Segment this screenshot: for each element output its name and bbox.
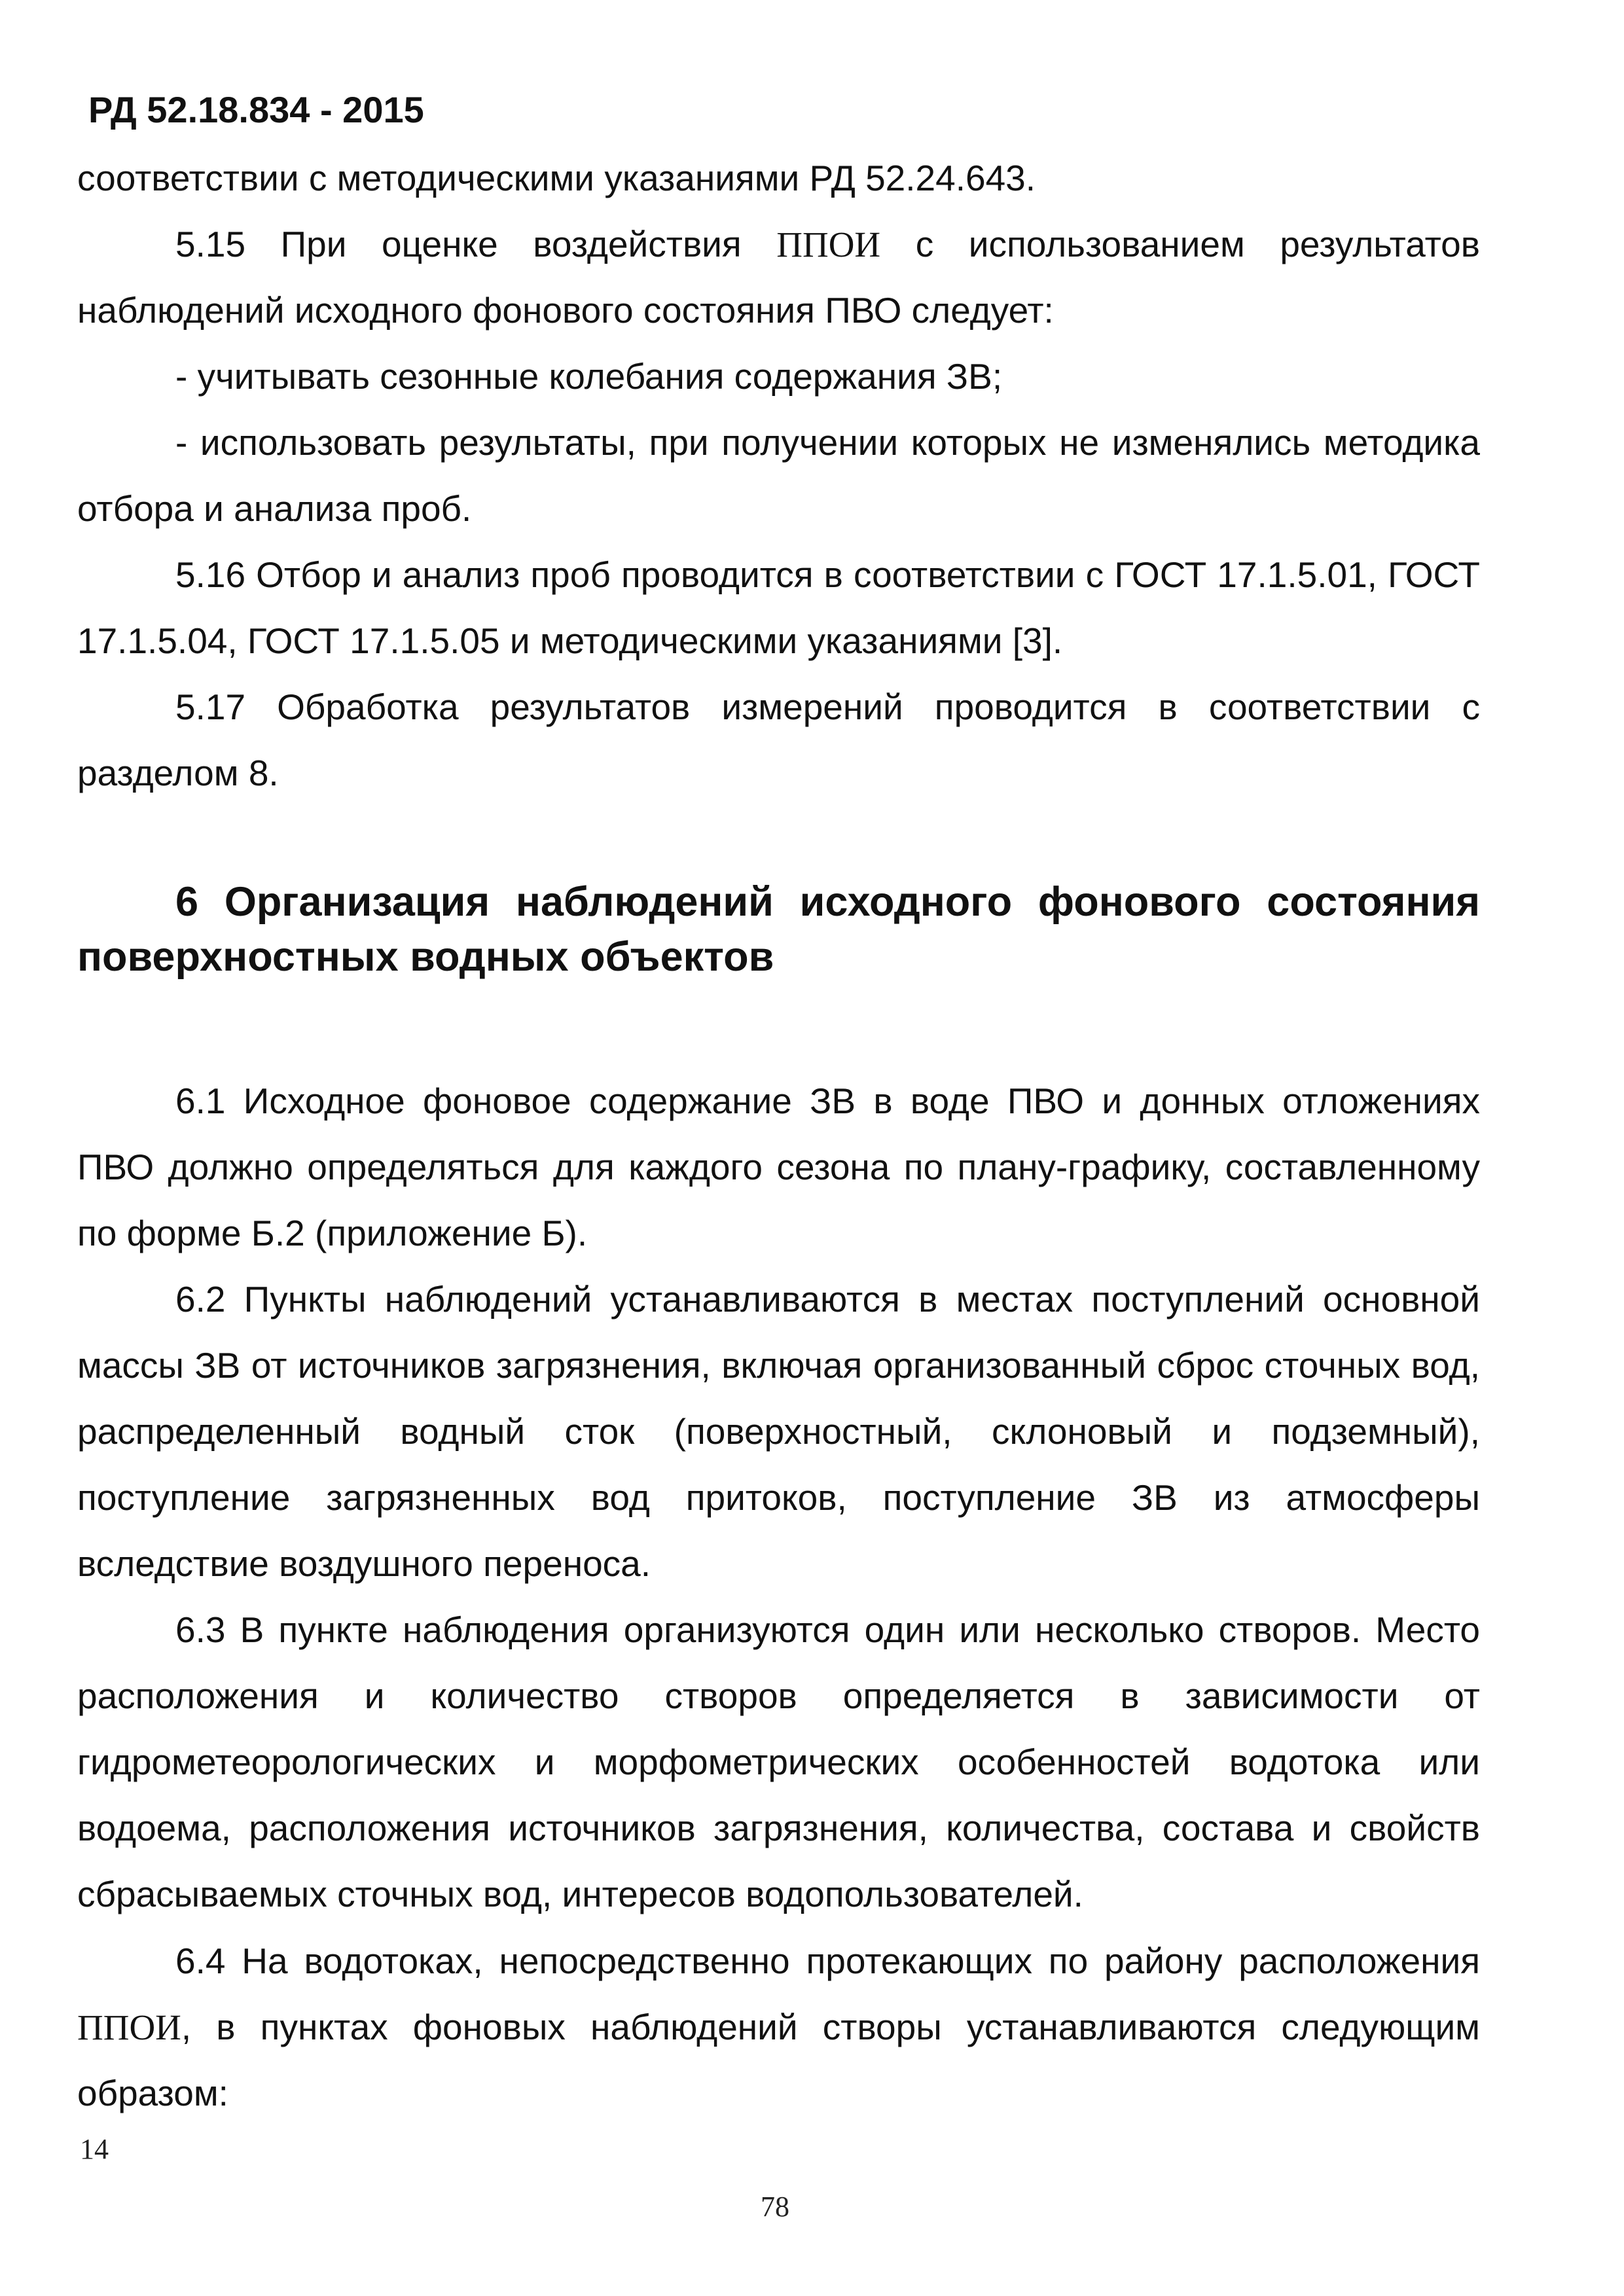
paragraph-6-4-text-start: 6.4 На водотоках, непосредственно протекающих по району расположения [175, 1941, 1480, 1981]
section-6-heading: 6 Организация наблюдений исходного фонового состояния поверхностных водных объектов [77, 879, 1480, 980]
paragraph-5-15 [77, 211, 1480, 344]
paragraph-6-2: 6.2 Пункты наблюдений устанавливаются в местах поступлений основной массы ЗВ от источников загрязнения, включая организованный сброс сточных вод, распределенный водный сток (поверхностный, склоновый и подземный), поступление загрязненных вод притоков, поступление ЗВ из атмосферы вследствие воздушного переноса. [77, 1279, 1480, 1584]
paragraph-6-4-text-end: , в пунктах фоновых наблюдений створы устанавливаются следующим образом: [77, 2007, 1480, 2113]
list-item-results: - использовать результаты, при получении которых не изменялись методика отбора и анализа проб. [77, 422, 1480, 529]
paragraph-6-4 [77, 1928, 1480, 2126]
abbreviation-ppoi: ППОИ [776, 224, 881, 264]
paragraph-5-17: 5.17 Обработка результатов измерений проводится в соответствии с разделом 8. [77, 687, 1480, 793]
abbreviation-ppoi: ППОИ [77, 2007, 181, 2047]
paragraph-6-3: 6.3 В пункте наблюдения организуются один или несколько створов. Место расположения и количество створов определяется в зависимости от гидрометеорологических и морфометрических особенностей водотока или водоема, расположения источников загрязнения, количества, состава и свойств сбрасываемых сточных вод, интересов водопользователей. [77, 1609, 1480, 1914]
paragraph-5-15-text-end: с использованием результатов наблюдений исходного фонового состояния ПВО следует: [77, 224, 1480, 331]
paragraph-5-16: 5.16 Отбор и анализ проб проводится в соответствии с ГОСТ 17.1.5.01, ГОСТ 17.1.5.04, ГОСТ 17.1.5.05 и методическими указаниями [3]. [77, 554, 1480, 661]
paragraph-6-1: 6.1 Исходное фоновое содержание ЗВ в воде ПВО и донных отложениях ПВО должно определяться для каждого сезона по плану-графику, составленному по форме Б.2 (приложение Б). [77, 1081, 1480, 1253]
paragraph-5-15-text-start: 5.15 При оценке воздействия [175, 224, 777, 264]
document-code: РД 52.18.834 - 2015 [88, 89, 424, 130]
paragraph-continuation: соответствии с методическими указаниями РД 52.24.643. [77, 158, 1036, 198]
original-page-number: 14 [80, 2133, 109, 2165]
list-item-seasonal: - учитывать сезонные колебания содержания ЗВ; [175, 356, 1003, 397]
volume-page-number: 78 [761, 2191, 789, 2223]
